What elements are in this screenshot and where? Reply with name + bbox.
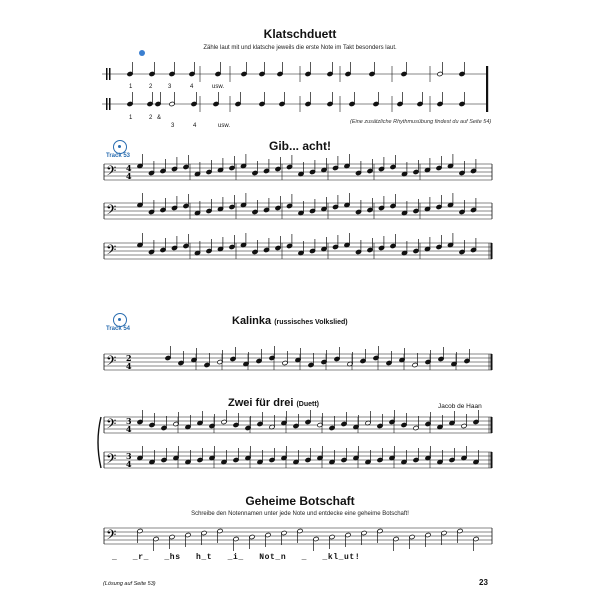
bass-clef: 𝄢 <box>106 527 117 546</box>
bass-clef: 𝄢 <box>106 163 117 182</box>
final-barline-thick <box>491 243 493 259</box>
final-barline-thick <box>491 354 493 370</box>
kalinka-title-text: Kalinka <box>232 315 272 327</box>
count-top-1: 1 <box>129 84 133 90</box>
zwei-fuer-drei-title-text: Zwei für drei <box>228 397 294 409</box>
count-top-3: 3 <box>168 84 172 90</box>
count-bottom-amp: & <box>157 115 162 121</box>
count-top-usw: usw. <box>212 84 225 90</box>
bass-clef: 𝄢 <box>106 451 117 470</box>
klatschduett-instruction: Zähle laut mit und klatsche jeweils die erste Note im Takt besonders laut. <box>203 45 397 51</box>
time-signature-bottom: 4 <box>126 171 132 181</box>
zwei-fuer-drei-subtitle: (Duett) <box>296 401 320 408</box>
count-bottom-usw: usw. <box>218 123 231 129</box>
final-barline-thick <box>491 452 493 468</box>
count-bottom-3: 3 <box>171 123 175 129</box>
footer-solution-ref: (Lösung auf Seite 53) <box>103 581 156 587</box>
bass-clef: 𝄢 <box>106 202 117 221</box>
time-signature-top: 2 <box>126 353 132 363</box>
count-top-4: 4 <box>190 84 194 90</box>
geheime-botschaft-instruction: Schreibe den Notennamen unter jede Note und entdecke eine geheime Botschaft! <box>191 511 409 517</box>
time-signature-top: 4 <box>126 163 132 173</box>
count-top-2: 2 <box>149 84 153 90</box>
clap-figure-icon <box>139 50 145 56</box>
klatsch-final-bar <box>486 66 488 112</box>
klatsch-line-bottom-clef <box>106 98 108 110</box>
bass-clef: 𝄢 <box>106 353 117 372</box>
brace <box>98 417 101 468</box>
track-53-label: Track 53 <box>106 153 131 159</box>
time-signature-top: 3 <box>126 416 132 426</box>
page-number: 23 <box>479 578 488 587</box>
klatsch-line-top-clef <box>106 68 108 80</box>
track-54-label: Track 54 <box>106 326 131 332</box>
time-signature-bottom: 4 <box>126 361 132 371</box>
klatschduett-title: Klatschduett <box>263 27 337 41</box>
time-signature-bottom: 4 <box>126 424 132 434</box>
kalinka-subtitle: (russisches Volkslied) <box>274 319 348 326</box>
gib-acht-title: Gib... acht! <box>268 139 331 153</box>
count-bottom-1: 1 <box>129 115 133 121</box>
klatsch-line-top-clef <box>109 68 111 80</box>
klatsch-line-bottom-clef <box>109 98 111 110</box>
geheime-botschaft-title: Geheime Botschaft <box>245 494 355 508</box>
bass-clef: 𝄢 <box>106 416 117 435</box>
time-signature-top: 3 <box>126 451 132 461</box>
count-bottom-4: 4 <box>193 123 197 129</box>
composer: Jacob de Haan <box>438 403 482 410</box>
final-barline-thick <box>491 417 493 433</box>
count-bottom-2: 2 <box>149 115 153 121</box>
secret-answer-line: _ _r_ _hs h_t _i_ Not_n _ _kl_ut! <box>112 553 361 562</box>
time-signature-bottom: 4 <box>126 459 132 469</box>
rhythm-reference: (Eine zusätzliche Rhythmusübung findest du auf Seite 54) <box>350 119 492 125</box>
bass-clef: 𝄢 <box>106 242 117 261</box>
